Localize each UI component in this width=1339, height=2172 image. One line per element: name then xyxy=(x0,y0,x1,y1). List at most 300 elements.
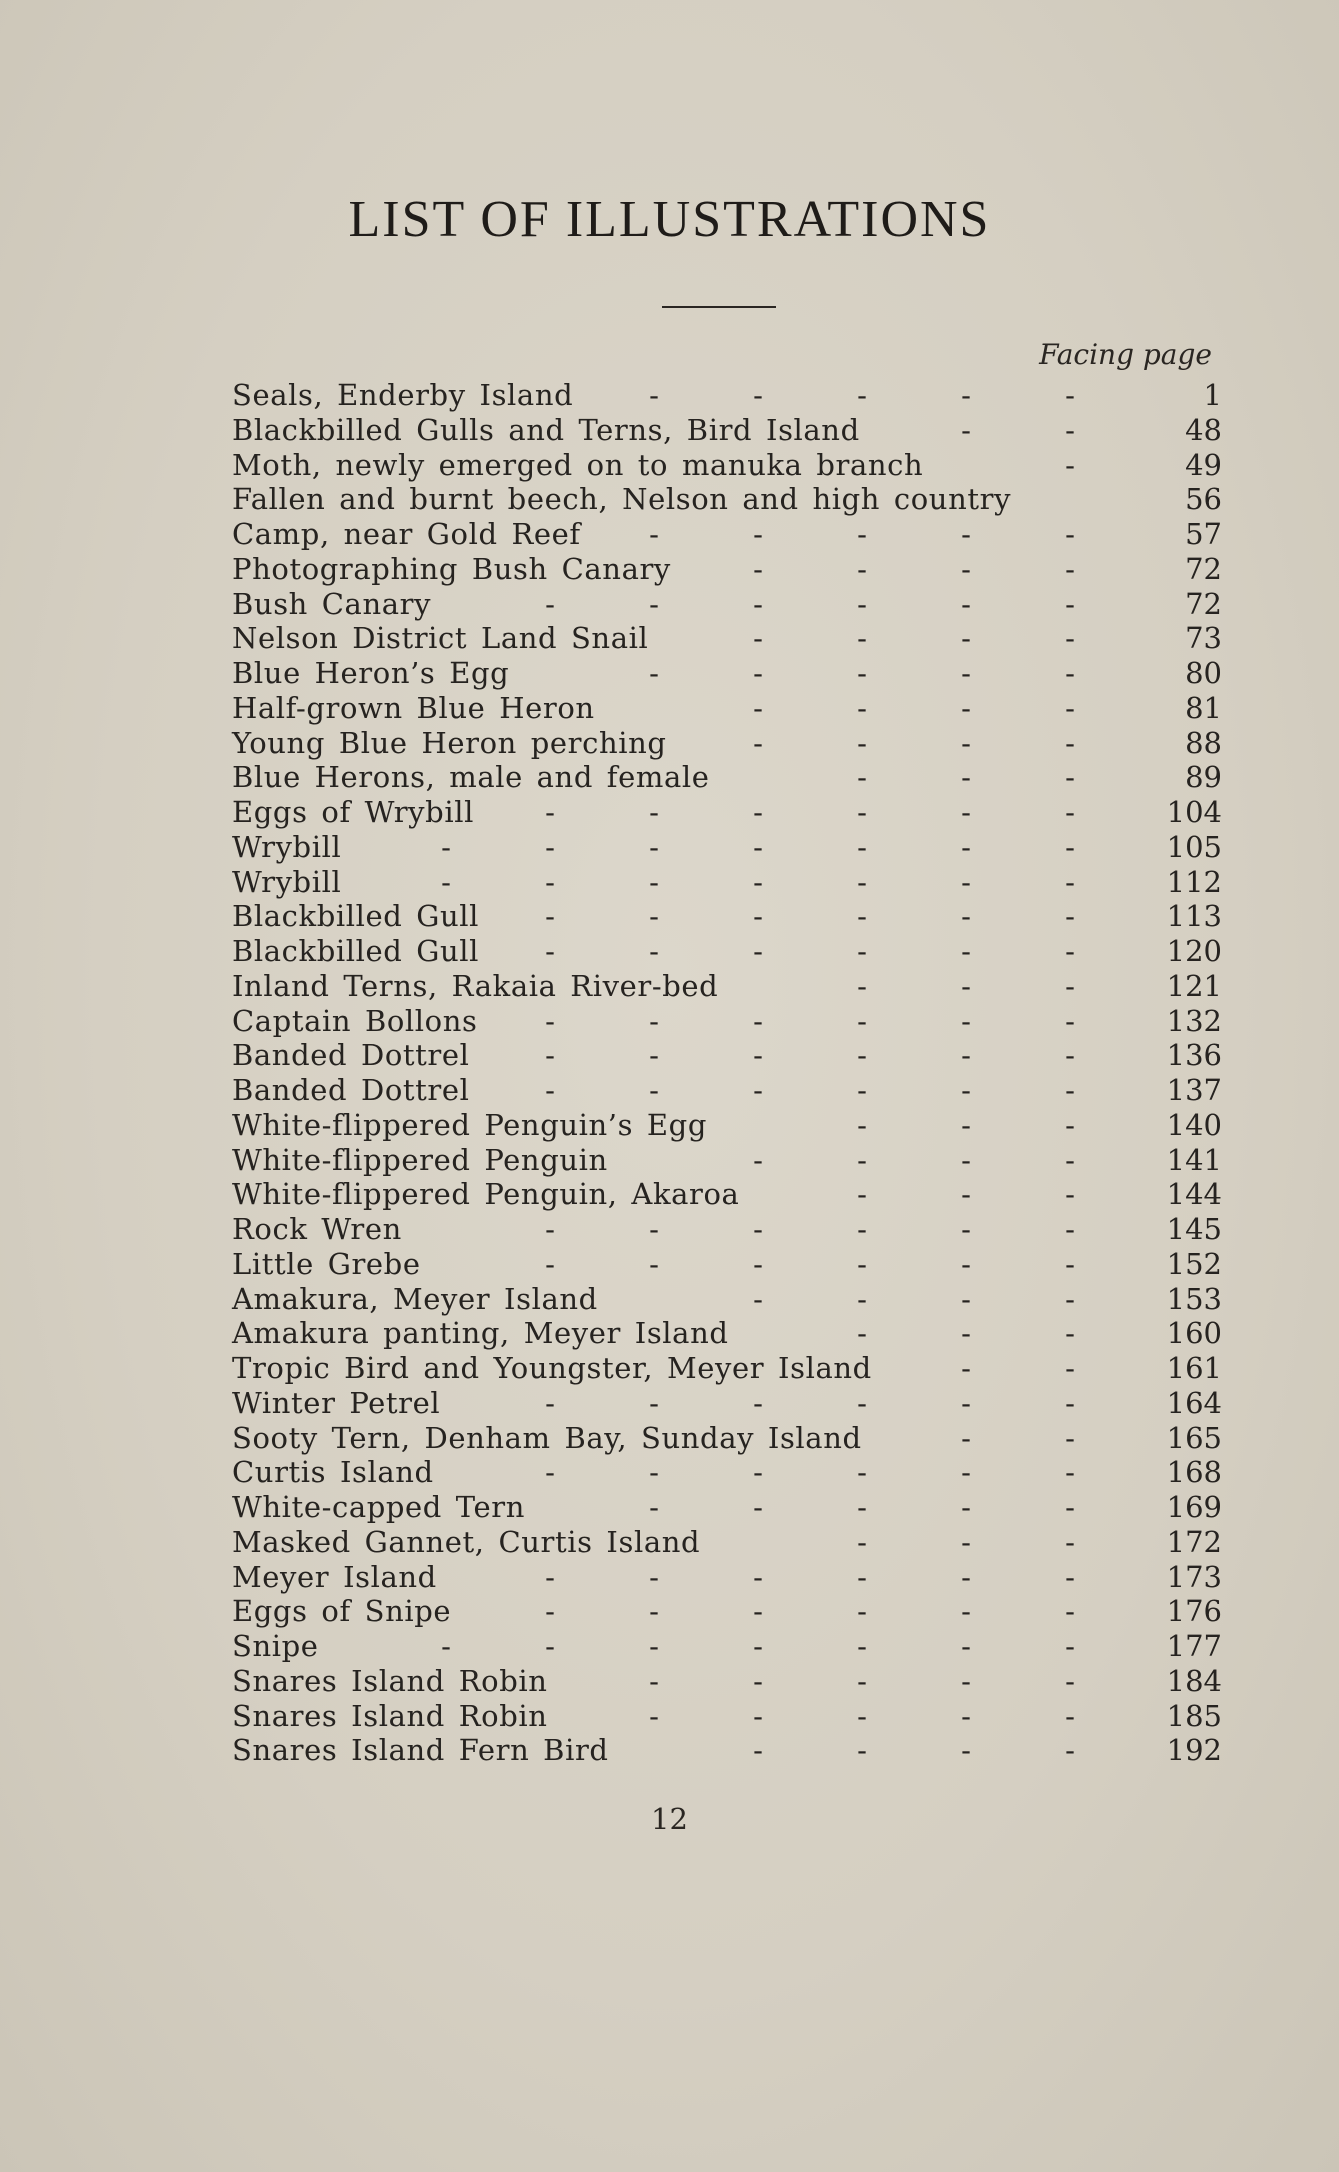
leader-dash: - xyxy=(857,1177,867,1212)
leader-dash: - xyxy=(649,1559,659,1594)
leader-dash: - xyxy=(961,1524,971,1559)
page-number: 184 xyxy=(1166,1663,1222,1698)
list-item xyxy=(232,934,1222,969)
leader-dash: - xyxy=(753,551,763,586)
leader-dash: - xyxy=(857,1385,867,1420)
leader-dashes xyxy=(602,378,1122,412)
page-number: 57 xyxy=(1185,517,1222,551)
leader-dash: - xyxy=(1065,1316,1075,1351)
list-item xyxy=(232,1629,1222,1664)
leader-dash: - xyxy=(649,795,659,829)
leader-dash: - xyxy=(1065,1073,1075,1107)
leader-dash: - xyxy=(1065,1524,1075,1559)
leader-dash: - xyxy=(857,1629,867,1663)
leader-dash: - xyxy=(649,1698,659,1733)
page-number: 56 xyxy=(1185,482,1222,517)
illustration-caption: Camp, near Gold Reef xyxy=(232,517,581,551)
leader-dash: - xyxy=(545,1212,555,1246)
leader-dash: - xyxy=(857,1316,867,1351)
leader-dash: - xyxy=(753,690,763,725)
leader-dashes xyxy=(498,1073,1122,1107)
leader-dash: - xyxy=(857,1663,867,1698)
title-rule xyxy=(662,306,776,308)
list-item xyxy=(232,1282,1222,1317)
leader-dash: - xyxy=(753,1698,763,1733)
illustration-caption: Blackbilled Gull xyxy=(232,899,480,934)
illustration-caption: Snipe xyxy=(232,1629,319,1663)
leader-dash: - xyxy=(1065,1455,1075,1490)
leader-dash: - xyxy=(1065,517,1075,551)
leader-dash: - xyxy=(1065,829,1075,864)
page-number: 141 xyxy=(1166,1142,1222,1177)
leader-dash: - xyxy=(961,1733,971,1768)
page-number: 165 xyxy=(1166,1420,1222,1455)
leader-dash: - xyxy=(961,760,971,795)
illustration-caption: Wrybill xyxy=(232,864,342,899)
leader-dash: - xyxy=(649,1594,659,1629)
leader-dashes xyxy=(706,691,1122,725)
illustration-caption: White-flippered Penguin, Akaroa xyxy=(232,1177,740,1212)
list-item xyxy=(232,1664,1222,1699)
leader-dash: - xyxy=(1065,1733,1075,1768)
leader-dash: - xyxy=(649,829,659,864)
leader-dash: - xyxy=(961,968,971,1003)
illustration-caption: White-capped Tern xyxy=(232,1490,525,1524)
illustration-caption: Eggs of Wrybill xyxy=(232,795,474,829)
list-item xyxy=(232,413,1222,448)
page-number: 81 xyxy=(1185,690,1222,725)
leader-dash: - xyxy=(753,1246,763,1281)
page-number: 144 xyxy=(1166,1177,1222,1212)
list-item xyxy=(232,448,1222,483)
leader-dash: - xyxy=(545,1038,555,1073)
leader-dash: - xyxy=(1065,1038,1075,1073)
leader-dash: - xyxy=(857,621,867,656)
leader-dash: - xyxy=(649,1490,659,1524)
leader-dash: - xyxy=(441,1629,451,1663)
leader-dash: - xyxy=(857,517,867,551)
leader-dash: - xyxy=(857,934,867,968)
leader-dashes xyxy=(394,865,1122,899)
leader-dash: - xyxy=(649,1073,659,1107)
illustration-caption: Little Grebe xyxy=(232,1246,421,1281)
illustration-caption: Fallen and burnt beech, Nelson and high country xyxy=(232,482,1012,517)
leader-dashes xyxy=(706,726,1122,760)
leader-dash: - xyxy=(753,1073,763,1107)
page-number: 49 xyxy=(1185,447,1222,482)
illustration-caption: Blue Herons, male and female xyxy=(232,760,710,795)
leader-dash: - xyxy=(961,1281,971,1316)
illustration-caption: Captain Bollons xyxy=(232,1003,478,1038)
leader-dash: - xyxy=(857,1107,867,1142)
leader-dash: - xyxy=(1065,864,1075,899)
leader-dash: - xyxy=(753,1594,763,1629)
leader-dash: - xyxy=(961,1177,971,1212)
leader-dash: - xyxy=(1065,1212,1075,1246)
leader-dash: - xyxy=(649,1455,659,1490)
list-item xyxy=(232,517,1222,552)
leader-dash: - xyxy=(857,725,867,760)
leader-dashes xyxy=(706,621,1122,655)
leader-dashes xyxy=(498,1386,1122,1420)
leader-dashes xyxy=(498,1560,1122,1594)
page-number: 72 xyxy=(1185,551,1222,586)
leader-dash: - xyxy=(1065,760,1075,795)
list-item xyxy=(232,1177,1222,1212)
leader-dash: - xyxy=(961,586,971,621)
leader-dash: - xyxy=(545,1385,555,1420)
leader-dash: - xyxy=(753,1281,763,1316)
leader-dash: - xyxy=(649,656,659,690)
leader-dashes xyxy=(914,1351,1122,1385)
leader-dashes xyxy=(498,1038,1122,1072)
list-item xyxy=(232,1143,1222,1178)
leader-dashes xyxy=(394,830,1122,864)
leader-dash: - xyxy=(753,1663,763,1698)
illustration-caption: Banded Dottrel xyxy=(232,1073,470,1107)
leader-dash: - xyxy=(1065,1698,1075,1733)
page-number: 88 xyxy=(1185,725,1222,760)
leader-dash: - xyxy=(1065,412,1075,447)
illustration-caption: Young Blue Heron perching xyxy=(232,725,667,760)
leader-dash: - xyxy=(961,725,971,760)
leader-dashes xyxy=(498,795,1122,829)
illustration-caption: Photographing Bush Canary xyxy=(232,551,671,586)
leader-dash: - xyxy=(857,1038,867,1073)
leader-dash: - xyxy=(961,621,971,656)
leader-dash: - xyxy=(961,1212,971,1246)
leader-dash: - xyxy=(1065,1246,1075,1281)
list-item xyxy=(232,621,1222,656)
leader-dashes xyxy=(602,656,1122,690)
page-number: 121 xyxy=(1166,968,1222,1003)
leader-dashes xyxy=(498,1594,1122,1628)
list-item xyxy=(232,1351,1222,1386)
leader-dash: - xyxy=(961,412,971,447)
leader-dash: - xyxy=(1065,968,1075,1003)
leader-dash: - xyxy=(649,1385,659,1420)
illustration-caption: Seals, Enderby Island xyxy=(232,378,574,412)
leader-dash: - xyxy=(1065,899,1075,934)
leader-dashes xyxy=(602,1490,1122,1524)
leader-dash: - xyxy=(857,1559,867,1594)
leader-dash: - xyxy=(961,1142,971,1177)
leader-dash: - xyxy=(961,1594,971,1629)
leader-dashes xyxy=(810,1108,1122,1142)
page-title: LIST OF ILLUSTRATIONS xyxy=(348,191,991,248)
leader-dash: - xyxy=(857,1246,867,1281)
leader-dash: - xyxy=(753,1212,763,1246)
page-number: 152 xyxy=(1166,1246,1222,1281)
illustration-caption: Masked Gannet, Curtis Island xyxy=(232,1524,701,1559)
leader-dash: - xyxy=(1065,1559,1075,1594)
leader-dash: - xyxy=(961,1107,971,1142)
leader-dash: - xyxy=(649,1003,659,1038)
leader-dash: - xyxy=(753,1559,763,1594)
leader-dash: - xyxy=(753,1733,763,1768)
leader-dash: - xyxy=(649,934,659,968)
leader-dash: - xyxy=(1065,934,1075,968)
leader-dash: - xyxy=(649,864,659,899)
list-item xyxy=(232,1316,1222,1351)
leader-dash: - xyxy=(1065,1385,1075,1420)
leader-dash: - xyxy=(753,517,763,551)
leader-dash: - xyxy=(1065,1281,1075,1316)
leader-dash: - xyxy=(961,1420,971,1455)
leader-dash: - xyxy=(1065,1629,1075,1663)
page-number: 1 xyxy=(1203,378,1222,412)
leader-dash: - xyxy=(649,1246,659,1281)
illustration-caption: White-flippered Penguin’s Egg xyxy=(232,1107,708,1142)
list-item xyxy=(232,691,1222,726)
illustration-caption: Moth, newly emerged on to manuka branch xyxy=(232,447,924,482)
leader-dash: - xyxy=(857,656,867,690)
list-item xyxy=(232,830,1222,865)
leader-dash: - xyxy=(961,1559,971,1594)
leader-dash: - xyxy=(753,1003,763,1038)
illustration-caption: Snares Island Robin xyxy=(232,1663,548,1698)
page-number: 185 xyxy=(1166,1698,1222,1733)
list-item xyxy=(232,1525,1222,1560)
list-item xyxy=(232,656,1222,691)
page-number: 176 xyxy=(1166,1594,1222,1629)
leader-dash: - xyxy=(961,1385,971,1420)
leader-dash: - xyxy=(649,1663,659,1698)
page-number: 48 xyxy=(1185,412,1222,447)
leader-dash: - xyxy=(961,656,971,690)
illustration-caption: Eggs of Snipe xyxy=(232,1594,452,1629)
leader-dash: - xyxy=(649,378,659,412)
leader-dash: - xyxy=(857,864,867,899)
list-item xyxy=(232,1004,1222,1039)
leader-dash: - xyxy=(1065,656,1075,690)
illustrations-list xyxy=(232,378,1222,1768)
leader-dash: - xyxy=(753,1038,763,1073)
leader-dashes xyxy=(498,1004,1122,1038)
illustration-caption: Nelson District Land Snail xyxy=(232,621,649,656)
leader-dashes xyxy=(394,1629,1122,1663)
leader-dash: - xyxy=(857,1733,867,1768)
leader-dash: - xyxy=(545,586,555,621)
leader-dash: - xyxy=(1065,1490,1075,1524)
leader-dash: - xyxy=(961,829,971,864)
leader-dash: - xyxy=(961,1490,971,1524)
leader-dash: - xyxy=(857,1524,867,1559)
leader-dash: - xyxy=(649,1038,659,1073)
page-number: 132 xyxy=(1166,1003,1222,1038)
leader-dash: - xyxy=(857,1142,867,1177)
list-item xyxy=(232,587,1222,622)
leader-dash: - xyxy=(753,621,763,656)
leader-dashes xyxy=(602,1699,1122,1733)
leader-dash: - xyxy=(961,934,971,968)
leader-dash: - xyxy=(857,968,867,1003)
page-number: 168 xyxy=(1166,1455,1222,1490)
leader-dash: - xyxy=(1065,621,1075,656)
leader-dashes xyxy=(810,1316,1122,1350)
leader-dash: - xyxy=(545,1594,555,1629)
list-item xyxy=(232,899,1222,934)
illustration-caption: White-flippered Penguin xyxy=(232,1142,608,1177)
leader-dash: - xyxy=(545,1246,555,1281)
leader-dash: - xyxy=(545,1629,555,1663)
leader-dash: - xyxy=(1065,725,1075,760)
illustration-caption: Snares Island Robin xyxy=(232,1698,548,1733)
leader-dash: - xyxy=(753,864,763,899)
leader-dashes xyxy=(706,1733,1122,1767)
leader-dash: - xyxy=(545,864,555,899)
leader-dash: - xyxy=(753,934,763,968)
leader-dashes xyxy=(602,1664,1122,1698)
leader-dash: - xyxy=(857,1073,867,1107)
page-number: 89 xyxy=(1185,760,1222,795)
leader-dash: - xyxy=(857,1212,867,1246)
list-item xyxy=(232,1247,1222,1282)
leader-dash: - xyxy=(753,1142,763,1177)
leader-dash: - xyxy=(545,899,555,934)
list-item xyxy=(232,1073,1222,1108)
leader-dash: - xyxy=(961,1663,971,1698)
leader-dashes xyxy=(810,760,1122,794)
illustration-caption: Snares Island Fern Bird xyxy=(232,1733,609,1768)
leader-dash: - xyxy=(1065,1420,1075,1455)
page-number: 192 xyxy=(1166,1733,1222,1768)
list-item xyxy=(232,482,1222,517)
illustration-caption: Wrybill xyxy=(232,829,342,864)
leader-dash: - xyxy=(857,829,867,864)
leader-dash: - xyxy=(649,1629,659,1663)
page-number: 113 xyxy=(1166,899,1222,934)
illustration-caption: Inland Terns, Rakaia River-bed xyxy=(232,968,719,1003)
illustration-caption: Banded Dottrel xyxy=(232,1038,470,1073)
illustration-caption: Rock Wren xyxy=(232,1212,402,1246)
leader-dash: - xyxy=(1065,690,1075,725)
list-item xyxy=(232,1212,1222,1247)
page-number: 80 xyxy=(1185,656,1222,690)
illustration-caption: Sooty Tern, Denham Bay, Sunday Island xyxy=(232,1420,862,1455)
illustration-caption: Blue Heron’s Egg xyxy=(232,656,510,690)
page-number: 153 xyxy=(1166,1281,1222,1316)
leader-dash: - xyxy=(961,795,971,829)
leader-dash: - xyxy=(961,1455,971,1490)
page-number: 140 xyxy=(1166,1107,1222,1142)
leader-dash: - xyxy=(1065,1177,1075,1212)
leader-dash: - xyxy=(961,690,971,725)
leader-dashes xyxy=(498,934,1122,968)
leader-dash: - xyxy=(857,1281,867,1316)
leader-dash: - xyxy=(1065,551,1075,586)
leader-dash: - xyxy=(753,725,763,760)
illustration-caption: Winter Petrel xyxy=(232,1385,441,1420)
leader-dash: - xyxy=(857,1594,867,1629)
leader-dash: - xyxy=(1065,1594,1075,1629)
leader-dash: - xyxy=(753,1490,763,1524)
leader-dash: - xyxy=(1065,1003,1075,1038)
leader-dash: - xyxy=(753,795,763,829)
leader-dash: - xyxy=(753,1385,763,1420)
leader-dash: - xyxy=(961,551,971,586)
page-number: 173 xyxy=(1166,1559,1222,1594)
leader-dashes xyxy=(706,552,1122,586)
leader-dash: - xyxy=(1065,1142,1075,1177)
leader-dash: - xyxy=(857,1455,867,1490)
leader-dashes xyxy=(498,899,1122,933)
list-item xyxy=(232,552,1222,587)
list-item xyxy=(232,1490,1222,1525)
page-number: 72 xyxy=(1185,586,1222,621)
leader-dash: - xyxy=(649,517,659,551)
leader-dash: - xyxy=(1065,795,1075,829)
leader-dash: - xyxy=(857,586,867,621)
leader-dash: - xyxy=(857,760,867,795)
leader-dash: - xyxy=(545,1003,555,1038)
page-number: 104 xyxy=(1166,795,1222,829)
leader-dash: - xyxy=(961,1351,971,1385)
leader-dashes xyxy=(810,1177,1122,1211)
leader-dash: - xyxy=(961,899,971,934)
list-item xyxy=(232,760,1222,795)
leader-dash: - xyxy=(545,1073,555,1107)
page-number: 177 xyxy=(1166,1629,1222,1663)
leader-dash: - xyxy=(961,378,971,412)
leader-dashes xyxy=(810,969,1122,1003)
leader-dash: - xyxy=(441,829,451,864)
leader-dash: - xyxy=(545,1559,555,1594)
illustration-caption: Tropic Bird and Youngster, Meyer Island xyxy=(232,1351,872,1385)
leader-dash: - xyxy=(1065,1351,1075,1385)
leader-dash: - xyxy=(1065,447,1075,482)
page-folio: 12 xyxy=(651,1802,688,1836)
leader-dash: - xyxy=(961,1698,971,1733)
leader-dashes xyxy=(602,517,1122,551)
page-number: 120 xyxy=(1166,934,1222,968)
leader-dash: - xyxy=(857,795,867,829)
leader-dash: - xyxy=(753,378,763,412)
leader-dash: - xyxy=(753,899,763,934)
leader-dashes xyxy=(498,1212,1122,1246)
list-item xyxy=(232,1421,1222,1456)
leader-dash: - xyxy=(857,690,867,725)
list-item xyxy=(232,1594,1222,1629)
list-item xyxy=(232,1560,1222,1595)
leader-dashes xyxy=(1018,448,1122,482)
leader-dashes xyxy=(914,413,1122,447)
leader-dash: - xyxy=(753,1629,763,1663)
page-number: 137 xyxy=(1166,1073,1222,1107)
page-number: 172 xyxy=(1166,1524,1222,1559)
page-number: 136 xyxy=(1166,1038,1222,1073)
leader-dash: - xyxy=(545,829,555,864)
list-item xyxy=(232,1455,1222,1490)
leader-dash: - xyxy=(961,1073,971,1107)
illustration-caption: Blackbilled Gull xyxy=(232,934,480,968)
illustration-caption: Amakura panting, Meyer Island xyxy=(232,1316,729,1351)
list-item xyxy=(232,1733,1222,1768)
leader-dash: - xyxy=(753,829,763,864)
leader-dash: - xyxy=(753,656,763,690)
leader-dash: - xyxy=(961,1003,971,1038)
leader-dash: - xyxy=(857,899,867,934)
leader-dash: - xyxy=(753,586,763,621)
list-item xyxy=(232,1699,1222,1734)
leader-dash: - xyxy=(961,1038,971,1073)
list-item xyxy=(232,1386,1222,1421)
list-item xyxy=(232,726,1222,761)
list-item xyxy=(232,1038,1222,1073)
leader-dashes xyxy=(498,1455,1122,1489)
leader-dash: - xyxy=(857,1490,867,1524)
leader-dash: - xyxy=(649,899,659,934)
